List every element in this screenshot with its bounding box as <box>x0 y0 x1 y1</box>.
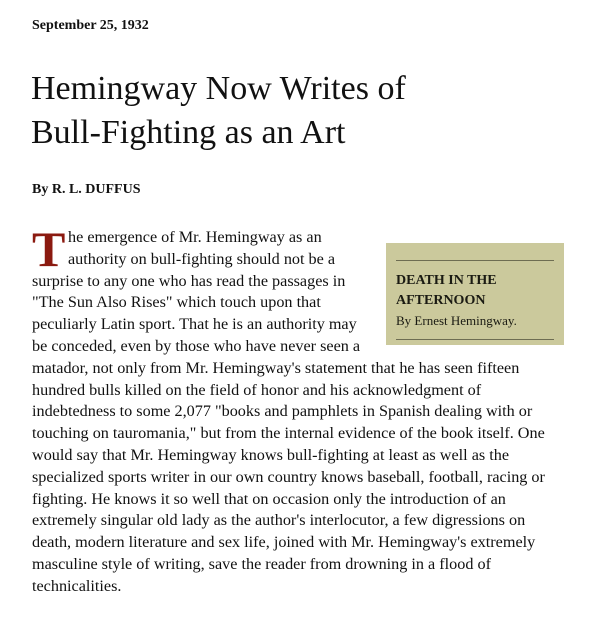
box-bottom-rule <box>396 339 554 340</box>
byline: By R. L. DUFFUS <box>32 182 141 197</box>
headline <box>31 67 571 155</box>
article-text: he emergence of Mr. Hemingway as an authority on bull-fighting should not be a surprise to any one who has read the passages in "The Sun Also Rises" which touch upon that peculiarly Latin sport. That he is an authority may be conceded, even by those who have never seen a matador, not only from Mr. Hemingway's statement that he has seen fifteen hundred bulls killed on the field of honor and his acknowledgment of indebtedness to some 2,077 "books and pamphlets in Spanish dealing with or touching on tauromania," but from the internal evidence of the book itself. One would say that Mr. Hemingway knows bull-fighting at least as well as the specialized sports writer in our own country knows baseball, football, racing or fighting. He knows it so well that on occasion only the introduction of an extremely singular old lady as the author's interlocutor, a few digressions on death, modern literature and sex life, joined with Mr. Hemingway's extremely masculine style of writing, save the reader from drowning in a flood of technicalities. <box>32 228 545 595</box>
book-title-line-1: DEATH IN THE <box>396 273 497 288</box>
book-title <box>396 271 556 311</box>
box-top-rule <box>396 260 554 261</box>
article-body <box>32 221 562 598</box>
headline-line-2: Bull-Fighting as an Art <box>31 114 346 151</box>
drop-cap: T <box>32 221 66 277</box>
article-date: September 25, 1932 <box>32 18 149 33</box>
book-title-line-2: AFTERNOON <box>396 293 486 308</box>
book-author: By Ernest Hemingway. <box>396 313 517 328</box>
book-info-box <box>386 243 564 345</box>
headline-line-1: Hemingway Now Writes of <box>31 70 406 107</box>
